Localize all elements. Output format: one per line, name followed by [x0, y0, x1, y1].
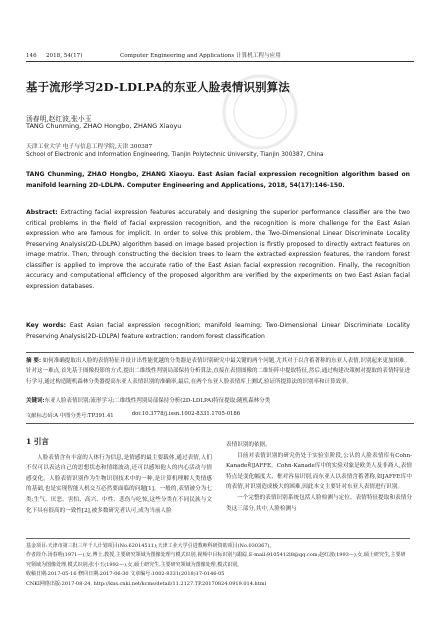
authors-en: TANG Chunming, ZHAO Hongbo, ZHANG Xiaoyu [26, 122, 182, 130]
abstract-zh [26, 356, 410, 387]
author-bio: 作者简介:汤春明(1971—),女,博士,教授,主要研究领域为图像处理与模式识别,视频中目标识别与跟踪,E-mail:9105412l8@qq.com;赵红波(1993—),女,硕士研究生,主要研究领域为图像处理,模式识别;张小玉(1992—),女,硕士研究生,主要研究领域为图像处理,模式识别。 [26, 552, 406, 568]
column-left [26, 428, 212, 516]
running-header [26, 51, 414, 62]
cnki-note: CNKI网络出版:2017-08-24, http://kns.cnki.net/kcms/detail/11.2127.TP.20170824.0919.014.html [26, 580, 267, 587]
paragraph: 目前对表情识别的研究仍处于实验室阶段,公认的人脸表情库有Cohn-Kanade和JAFFE。Cohn-Kanade库中的实验对象是欧美人及非裔人,表情特点是变化幅度大、框对容易识别,而东亚人以表情含蓄著称,如JAFFE库中的表情,对识别造成极大的困难,因此本文主要针对东亚人表情进行识别。 [226, 452, 412, 491]
page-number: 146 [26, 53, 37, 59]
paper-title: 基于流形学习2D-LDLPA的东亚人脸表情识别算法 [26, 80, 290, 94]
abstract-text: Extracting facial expression features accurately and designing the superior performance classifier are the two critical problems in the field of facial expression recognition, and the recognition is more challenge for the East Asian expression who are famous for implicit. In order to solve this problem, the Two-Dimensional Linear Discriminate Locality Preserving Analysis(2D-LDLPA) algorithm based on image based projection is firstly proposed to directly extract features on image matrix. Then, through constructing the decision trees to learn the extracted expression features, the random forest classifier is applied to improve the accurate ratio of the East Asian facial expression recognition. Finally, the recognition accuracy and computational efficiency of the proposed algorithm are verified by the experiments on two East Asian facial expression databases. [26, 209, 411, 290]
abstract-label: Abstract: [26, 209, 58, 216]
paragraph: 人脸表情含有丰富的人体行为信息,是情感的最主要载体,通过表情,人们不仅可以表达自己的思想状态和情绪波动,还可以感知他人的内心活动与情感变化。人脸表情识别作为生物识别技术中的一种,是计算机理解人类情感的基础,也是实现智能人机交互必然要面临的问题[1]。一般的,表情被分为七类:生气、厌恶、害怕、高兴、中性、悲伤与吃惊,这些分类在不同民族与文化下具有很高的一致性[2],被多数研究者认可,成为当前人脸 [26, 454, 212, 514]
doi: doi:10.3778/j.issn.1002-8331.1705-0186 [131, 411, 241, 417]
paragraph: 一个完整的表情识别系统包括人脸检测与定位、表情特征提取和表情分类这三部分,其中,人脸检测与 [226, 494, 412, 512]
divider-top [26, 352, 414, 353]
dates-note: 收稿日期:2017-05-16 修回日期:2017-06-30 文章编号:1002-8331(2018)17-0146-05 [26, 571, 225, 578]
keywords-zh [26, 396, 270, 404]
affiliation-en: School of Electronic and Information Engineering, Tianjin Polytechnic University, Tianjin 300387, China [26, 152, 324, 158]
keywords-en [26, 321, 410, 342]
zh-keywords-text: 东亚人脸表情识别;流形学习;二维线性判别局部保持分析(2D-LDLPA)特征提取;随机森林分类 [44, 398, 271, 404]
column-right [226, 440, 412, 514]
abstract-en [26, 208, 410, 292]
paragraph: 表情识别的依据。 [226, 442, 271, 448]
zh-abstract-label: 摘 要: [26, 358, 41, 364]
keywords-text: East Asian facial expression recognition; manifold learning; Two-Dimensional Linear Discriminate Locality Preserving Analysis(2D-LDLPA) feature extraction; random forest classification [26, 322, 410, 340]
volume-issue: 2018, 54(17) [46, 53, 83, 59]
article-meta [26, 411, 240, 419]
classification: 文献标志码:A 中图分类号:TP391.41 [26, 413, 114, 419]
divider-bottom [26, 423, 414, 424]
affiliation-zh: 天津工业大学 电子与信息工程学院,天津 300387 [26, 144, 153, 150]
fund-note: 基金项目:天津市第三批三年千人计划项目(No.62014511);天津工业大学引进教师科研资助项目(No.030367)。 [26, 543, 275, 549]
footnotes [26, 538, 410, 589]
authors-zh: 汤春明,赵红波,张小玉 [26, 115, 92, 123]
keywords-label: Key words: [26, 322, 67, 329]
zh-abstract-text: 如何准确提取出人脸的表情特征并设计出性能优越的分类器是表情识别研究中最关键的两个问题,尤其对于以含蓄著称的东亚人表情,识别起来更加困难。针对这一难点,首先基于图像投影的方式,提出二维线性判别局部保持分析算法,直接在表情图像的二维矩阵中提取特征,然后,通过构建决策树对提取的表情特征进行学习,通过构造随机森林分类器提高东亚人表情识别的准确率,最后,在两个东亚人脸表情库上测试,验证所提算法的识别率和计算效率。 [26, 358, 410, 385]
citation: TANG Chunming, ZHAO Hongbo, ZHANG Xiaoyu. East Asian facial expression recognition algorithm based on manifold learning 2D-LDLPA. Computer Engineering and Applications, 2018, 54(17):146-150. [26, 171, 410, 189]
zh-keywords-label: 关键词: [26, 398, 45, 404]
journal-name: Computer Engineering and Applications 计算机工程与应用 [120, 53, 281, 59]
section-heading: 1 引言 [26, 437, 49, 446]
